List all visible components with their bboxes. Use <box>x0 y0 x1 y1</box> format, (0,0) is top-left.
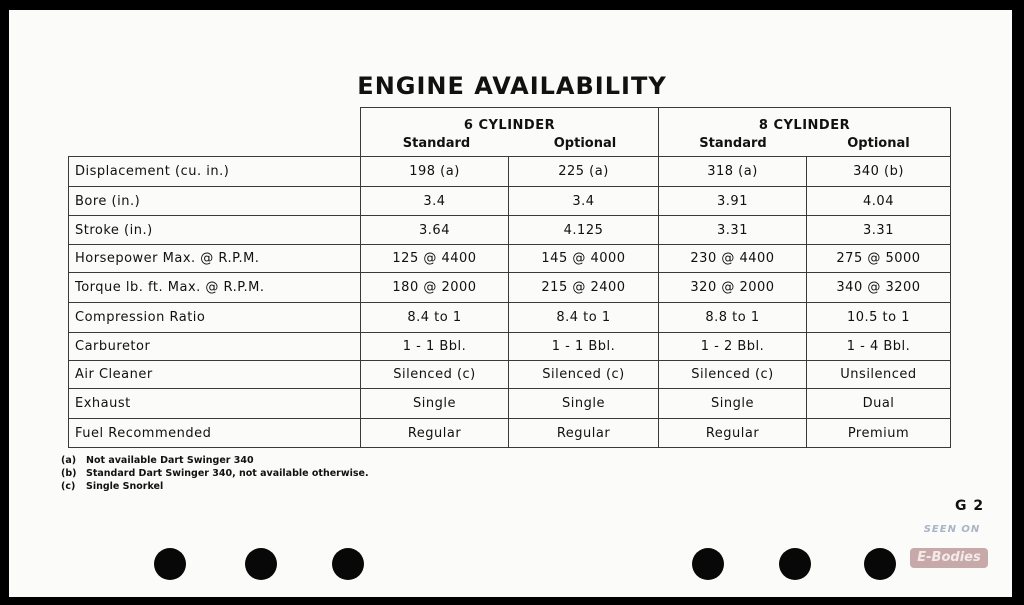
page-title: ENGINE AVAILABILITY <box>357 72 667 100</box>
table-cell: 1 - 2 Bbl. <box>659 333 807 361</box>
footnote-key: (b) <box>61 468 77 479</box>
page-number: G 2 <box>955 498 985 514</box>
table-cell: 340 @ 3200 <box>807 273 951 303</box>
sub-header-optional: Optional <box>847 135 910 151</box>
table-cell: 230 @ 4400 <box>659 245 807 273</box>
punch-hole <box>692 548 724 580</box>
table-cell: 8.8 to 1 <box>659 303 807 333</box>
row-label: Air Cleaner <box>69 361 361 389</box>
table-cell: 1 - 4 Bbl. <box>807 333 951 361</box>
row-label: Displacement (cu. in.) <box>69 157 361 187</box>
table-row <box>69 216 951 245</box>
table-cell: Single <box>659 389 807 419</box>
table-cell: 3.31 <box>807 216 951 245</box>
footnote <box>61 454 369 467</box>
table-cell: 4.04 <box>807 187 951 216</box>
table-row <box>69 419 951 448</box>
table-cell: Single <box>361 389 509 419</box>
engine-availability-table <box>68 107 951 448</box>
table-cell: 3.64 <box>361 216 509 245</box>
table-cell: Regular <box>509 419 659 448</box>
table-row <box>69 303 951 333</box>
table-cell: 318 (a) <box>659 157 807 187</box>
row-label: Compression Ratio <box>69 303 361 333</box>
table-cell: 340 (b) <box>807 157 951 187</box>
table-row <box>69 157 951 187</box>
table-cell: Regular <box>361 419 509 448</box>
sub-header-standard: Standard <box>699 135 767 151</box>
table-cell: 8.4 to 1 <box>361 303 509 333</box>
table-row <box>69 187 951 216</box>
table-cell: Dual <box>807 389 951 419</box>
sub-header-standard: Standard <box>402 135 471 151</box>
footnote-key: (a) <box>61 455 77 466</box>
footnote-text: Not available Dart Swinger 340 <box>86 455 254 466</box>
table-row <box>69 361 951 389</box>
punch-hole <box>779 548 811 580</box>
table-cell: 3.31 <box>659 216 807 245</box>
row-label: Torque lb. ft. Max. @ R.P.M. <box>69 273 361 303</box>
footnote-key: (c) <box>61 481 76 492</box>
table-cell: Premium <box>807 419 951 448</box>
table-cell: 225 (a) <box>509 157 659 187</box>
row-label: Exhaust <box>69 389 361 419</box>
table-cell: 1 - 1 Bbl. <box>509 333 659 361</box>
logo-line1: SEEN ON <box>923 524 981 535</box>
punch-hole <box>864 548 896 580</box>
table-cell: 215 @ 2400 <box>509 273 659 303</box>
sub-header-optional: Optional <box>553 135 617 151</box>
table-row <box>69 245 951 273</box>
footnote-text: Single Snorkel <box>86 481 164 492</box>
row-label: Horsepower Max. @ R.P.M. <box>69 245 361 273</box>
table-cell: 3.4 <box>361 187 509 216</box>
table-cell: Silenced (c) <box>509 361 659 389</box>
table-cell: 1 - 1 Bbl. <box>361 333 509 361</box>
row-label: Carburetor <box>69 333 361 361</box>
table-cell: 198 (a) <box>361 157 509 187</box>
table-row <box>69 333 951 361</box>
punch-hole <box>154 548 186 580</box>
table-cell: Regular <box>659 419 807 448</box>
table-cell: 10.5 to 1 <box>807 303 951 333</box>
row-label: Fuel Recommended <box>69 419 361 448</box>
table-corner <box>69 108 361 157</box>
punch-hole <box>245 548 277 580</box>
table-cell: Unsilenced <box>807 361 951 389</box>
table-cell: 320 @ 2000 <box>659 273 807 303</box>
watermark-logo <box>910 520 992 572</box>
table-cell: Silenced (c) <box>659 361 807 389</box>
row-label: Bore (in.) <box>69 187 361 216</box>
table-cell: Silenced (c) <box>361 361 509 389</box>
footnotes <box>61 454 369 493</box>
footnote <box>61 467 369 480</box>
table-cell: 275 @ 5000 <box>807 245 951 273</box>
table-cell: 3.91 <box>659 187 807 216</box>
table-cell: 8.4 to 1 <box>509 303 659 333</box>
table-cell: 145 @ 4000 <box>509 245 659 273</box>
footnote-text: Standard Dart Swinger 340, not available otherwise. <box>86 468 369 479</box>
group-header-8-cylinder <box>659 108 951 157</box>
group-header-6-cylinder <box>361 108 659 157</box>
table-row <box>69 389 951 419</box>
table-cell: 3.4 <box>509 187 659 216</box>
table-cell: 125 @ 4400 <box>361 245 509 273</box>
row-label: Stroke (in.) <box>69 216 361 245</box>
table-cell: Single <box>509 389 659 419</box>
punch-hole <box>332 548 364 580</box>
table-cell: 4.125 <box>509 216 659 245</box>
table-cell: 180 @ 2000 <box>361 273 509 303</box>
footnote <box>61 480 369 493</box>
group-title: 6 CYLINDER <box>463 117 556 133</box>
logo-line2: E-Bodies <box>910 548 988 568</box>
table-row <box>69 273 951 303</box>
group-title: 8 CYLINDER <box>758 117 851 133</box>
